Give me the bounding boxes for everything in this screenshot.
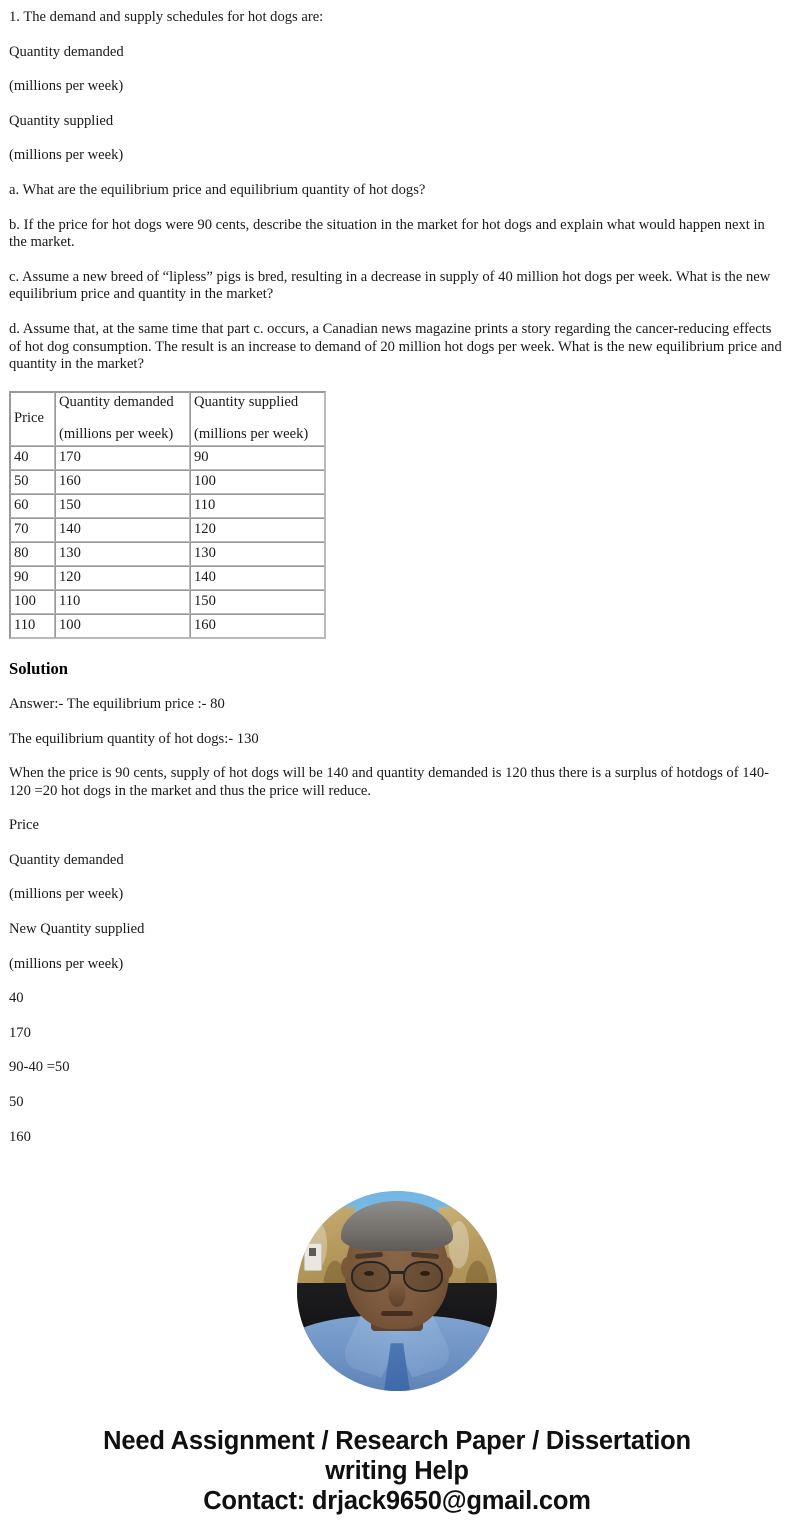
cell-supplied: 90 (190, 446, 325, 470)
new-qs-unit: (millions per week) (9, 955, 124, 972)
demand-supply-table (9, 391, 326, 639)
question-b: b. If the price for hot dogs were 90 cents, describe the situation in the market for hot dogs and explain what would happen next in the market. (9, 216, 765, 251)
table-header-row (10, 392, 325, 446)
quantity-supplied-unit: (millions per week) (9, 147, 124, 164)
cell-price: 40 (10, 446, 55, 470)
cell-demanded: 170 (55, 446, 190, 470)
cell-supplied: 110 (190, 494, 325, 518)
new-qd-unit: (millions per week) (9, 886, 124, 903)
cell-demanded: 120 (55, 566, 190, 590)
photo-wall-switch (304, 1243, 322, 1271)
new-value-4: 50 (9, 1094, 24, 1111)
glasses-lens-right-icon (403, 1261, 443, 1292)
glasses-lens-left-icon (351, 1261, 391, 1292)
new-price-label: Price (9, 817, 39, 834)
quantity-supplied-label: Quantity supplied (9, 112, 114, 129)
cell-price: 80 (10, 542, 55, 566)
avatar-container (0, 1155, 794, 1391)
cell-demanded: 160 (55, 470, 190, 494)
promo-line-1: Need Assignment / Research Paper / Dissertation (103, 1427, 691, 1456)
question-a: a. What are the equilibrium price and equilibrium quantity of hot dogs? (9, 181, 426, 198)
promo-line-2: writing Help (325, 1457, 469, 1486)
cell-demanded: 140 (55, 518, 190, 542)
new-value-5: 160 (9, 1128, 31, 1145)
question-1-title: 1. The demand and supply schedules for hot dogs are: (9, 9, 324, 25)
new-quantity-supplied: New Quantity supplied (9, 921, 145, 938)
new-value-3: 90-40 =50 (9, 1059, 70, 1076)
header-qd-line-1: Quantity demanded (59, 393, 174, 410)
cell-supplied: 150 (190, 590, 325, 614)
cell-supplied: 100 (190, 470, 325, 494)
promo-footer (0, 1391, 794, 1526)
table-row (10, 614, 325, 638)
new-schedule-block (9, 809, 785, 1155)
avatar (297, 1191, 497, 1391)
cell-supplied: 140 (190, 566, 325, 590)
question-c: c. Assume a new breed of “lipless” pigs is bred, resulting in a decrease in supply of 40 million hot dogs per week. What is the new equilibrium price and quantity in the market? (9, 268, 771, 303)
table-row (10, 566, 325, 590)
table-row (10, 518, 325, 542)
promo-line-3: Contact: drjack9650@gmail.com (203, 1487, 591, 1516)
table-row (10, 590, 325, 614)
table-row (10, 494, 325, 518)
new-value-2: 170 (9, 1024, 31, 1041)
cell-price: 90 (10, 566, 55, 590)
answer-equilibrium-price: Answer:- The equilibrium price :- 80 (9, 695, 225, 712)
header-qs-line-1: Quantity supplied (194, 393, 299, 410)
answer-surplus-explanation: When the price is 90 cents, supply of hot dogs will be 140 and quantity demanded is 120 thus there is a surplus of hotdogs of 140-120 =20 hot dogs in the market and thus the price will reduce. (9, 765, 769, 799)
quantity-demanded-unit: (millions per week) (9, 78, 124, 95)
header-quantity-supplied (190, 392, 325, 446)
cell-supplied: 120 (190, 518, 325, 542)
cell-supplied: 160 (190, 614, 325, 638)
new-value-1: 40 (9, 990, 24, 1007)
cell-demanded: 100 (55, 614, 190, 638)
cell-demanded: 110 (55, 590, 190, 614)
glasses-bridge-icon (390, 1271, 404, 1273)
header-qs-line-2: (millions per week) (194, 426, 309, 443)
answer-equilibrium-quantity: The equilibrium quantity of hot dogs:- 130 (9, 730, 259, 747)
cell-price: 70 (10, 518, 55, 542)
cell-supplied: 130 (190, 542, 325, 566)
question-d: d. Assume that, at the same time that part c. occurs, a Canadian news magazine prints a story regarding the cancer-reducing effects of hot dog consumption. The result is an increase to demand of 20 million hot dogs per week. What is the new equilibrium price and quantity in the market? (9, 320, 782, 373)
photo-nose (389, 1281, 406, 1307)
header-price-line-1: Price (14, 410, 44, 427)
cell-demanded: 130 (55, 542, 190, 566)
photo-mouth (381, 1311, 413, 1316)
question-block (9, 0, 785, 383)
header-quantity-demanded (55, 392, 190, 446)
table-row (10, 446, 325, 470)
new-quantity-demanded: Quantity demanded (9, 851, 124, 868)
cell-price: 50 (10, 470, 55, 494)
solution-block (9, 688, 785, 809)
solution-heading: Solution (9, 658, 69, 678)
quantity-demanded-label: Quantity demanded (9, 43, 124, 60)
header-price (10, 392, 55, 446)
table-row (10, 542, 325, 566)
table-row (10, 470, 325, 494)
cell-price: 100 (10, 590, 55, 614)
cell-price: 60 (10, 494, 55, 518)
cell-demanded: 150 (55, 494, 190, 518)
header-qd-line-2: (millions per week) (59, 426, 174, 443)
cell-price: 110 (10, 614, 55, 638)
